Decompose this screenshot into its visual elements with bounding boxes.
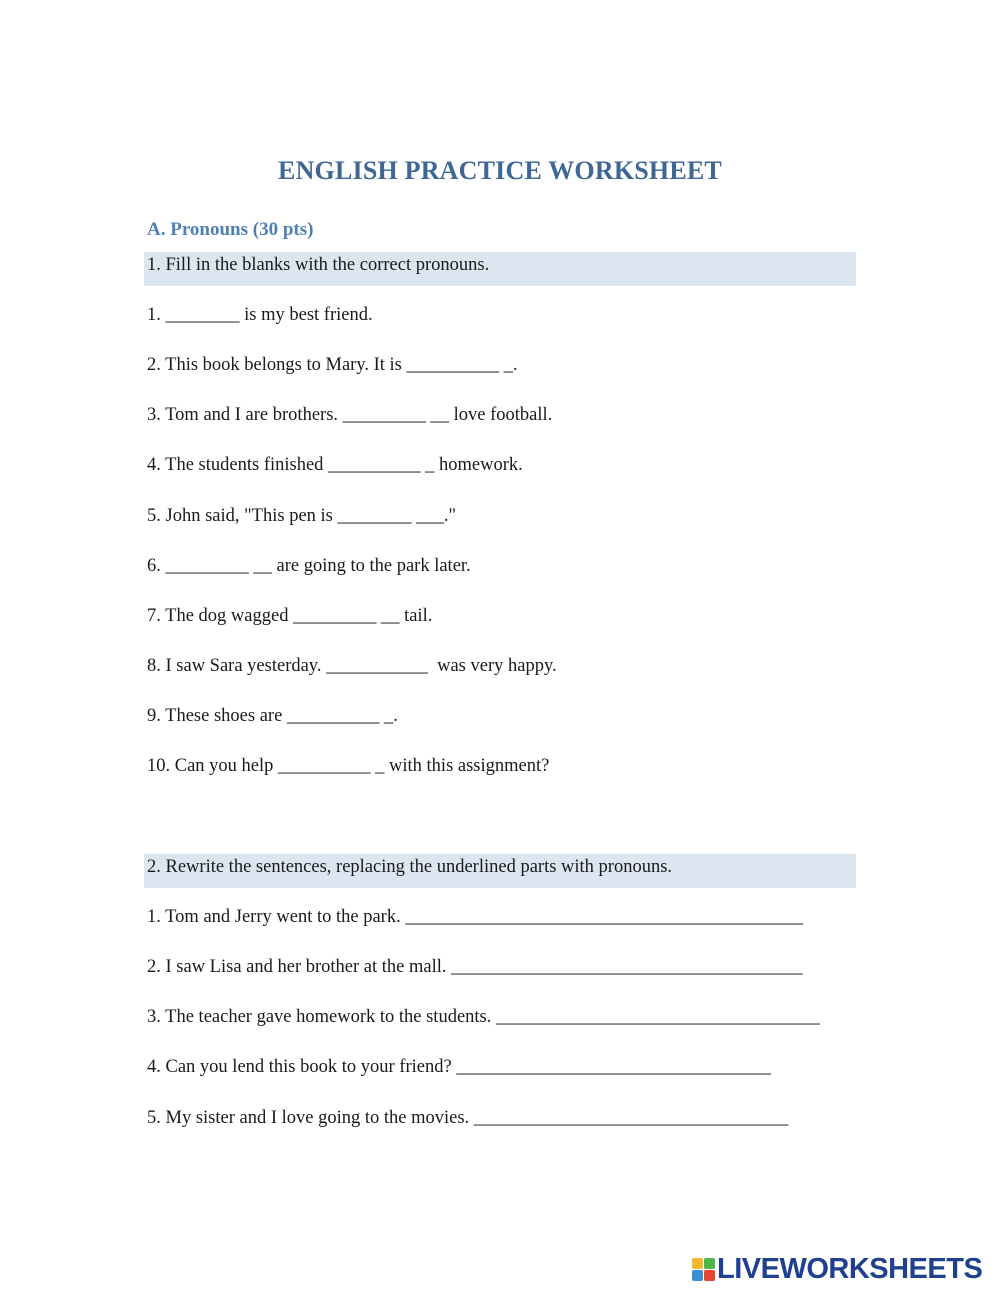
exercise-1-item[interactable]: 6. _________ __ are going to the park later. [147, 556, 471, 576]
logo-square-v [692, 1270, 703, 1281]
exercise-1-item[interactable]: 1. ________ is my best friend. [147, 305, 373, 325]
exercise-1-item[interactable]: 4. The students finished __________ _ homework. [147, 455, 523, 475]
section-heading-pronouns: A. Pronouns (30 pts) [147, 219, 314, 240]
exercise-2-item[interactable]: 4. Can you lend this book to your friend? __________________________________ [147, 1057, 771, 1077]
exercise-1-item[interactable]: 9. These shoes are __________ _. [147, 706, 398, 726]
liveworksheets-logo [692, 1253, 982, 1285]
exercise-1-instruction: 1. Fill in the blanks with the correct pronouns. [144, 252, 856, 286]
page-title: ENGLISH PRACTICE WORKSHEET [278, 156, 722, 185]
exercise-1-item[interactable]: 7. The dog wagged _________ __ tail. [147, 606, 433, 626]
exercise-1-item[interactable]: 8. I saw Sara yesterday. ___________ was very happy. [147, 656, 557, 676]
exercise-2-instruction: 2. Rewrite the sentences, replacing the underlined parts with pronouns. [144, 854, 856, 888]
exercise-1-item[interactable]: 10. Can you help __________ _ with this assignment? [147, 756, 550, 776]
logo-text: LIVEWORKSHEETS [717, 1252, 983, 1285]
exercise-2-item[interactable]: 5. My sister and I love going to the movies. __________________________________ [147, 1108, 789, 1128]
liveworksheets-mark-icon [692, 1258, 715, 1281]
logo-square-i [704, 1258, 715, 1269]
exercise-2-item[interactable]: 1. Tom and Jerry went to the park. ___________________________________________ [147, 907, 804, 927]
exercise-1-item[interactable]: 3. Tom and I are brothers. _________ __ love football. [147, 405, 553, 425]
exercise-1-item[interactable]: 5. John said, "This pen is ________ ___." [147, 506, 457, 526]
logo-square-e [704, 1270, 715, 1281]
exercise-2-item[interactable]: 2. I saw Lisa and her brother at the mall. ______________________________________ [147, 957, 803, 977]
exercise-1-item[interactable]: 2. This book belongs to Mary. It is __________ _. [147, 355, 518, 375]
exercise-2-item[interactable]: 3. The teacher gave homework to the students. ___________________________________ [147, 1007, 820, 1027]
logo-square-l [692, 1258, 703, 1269]
